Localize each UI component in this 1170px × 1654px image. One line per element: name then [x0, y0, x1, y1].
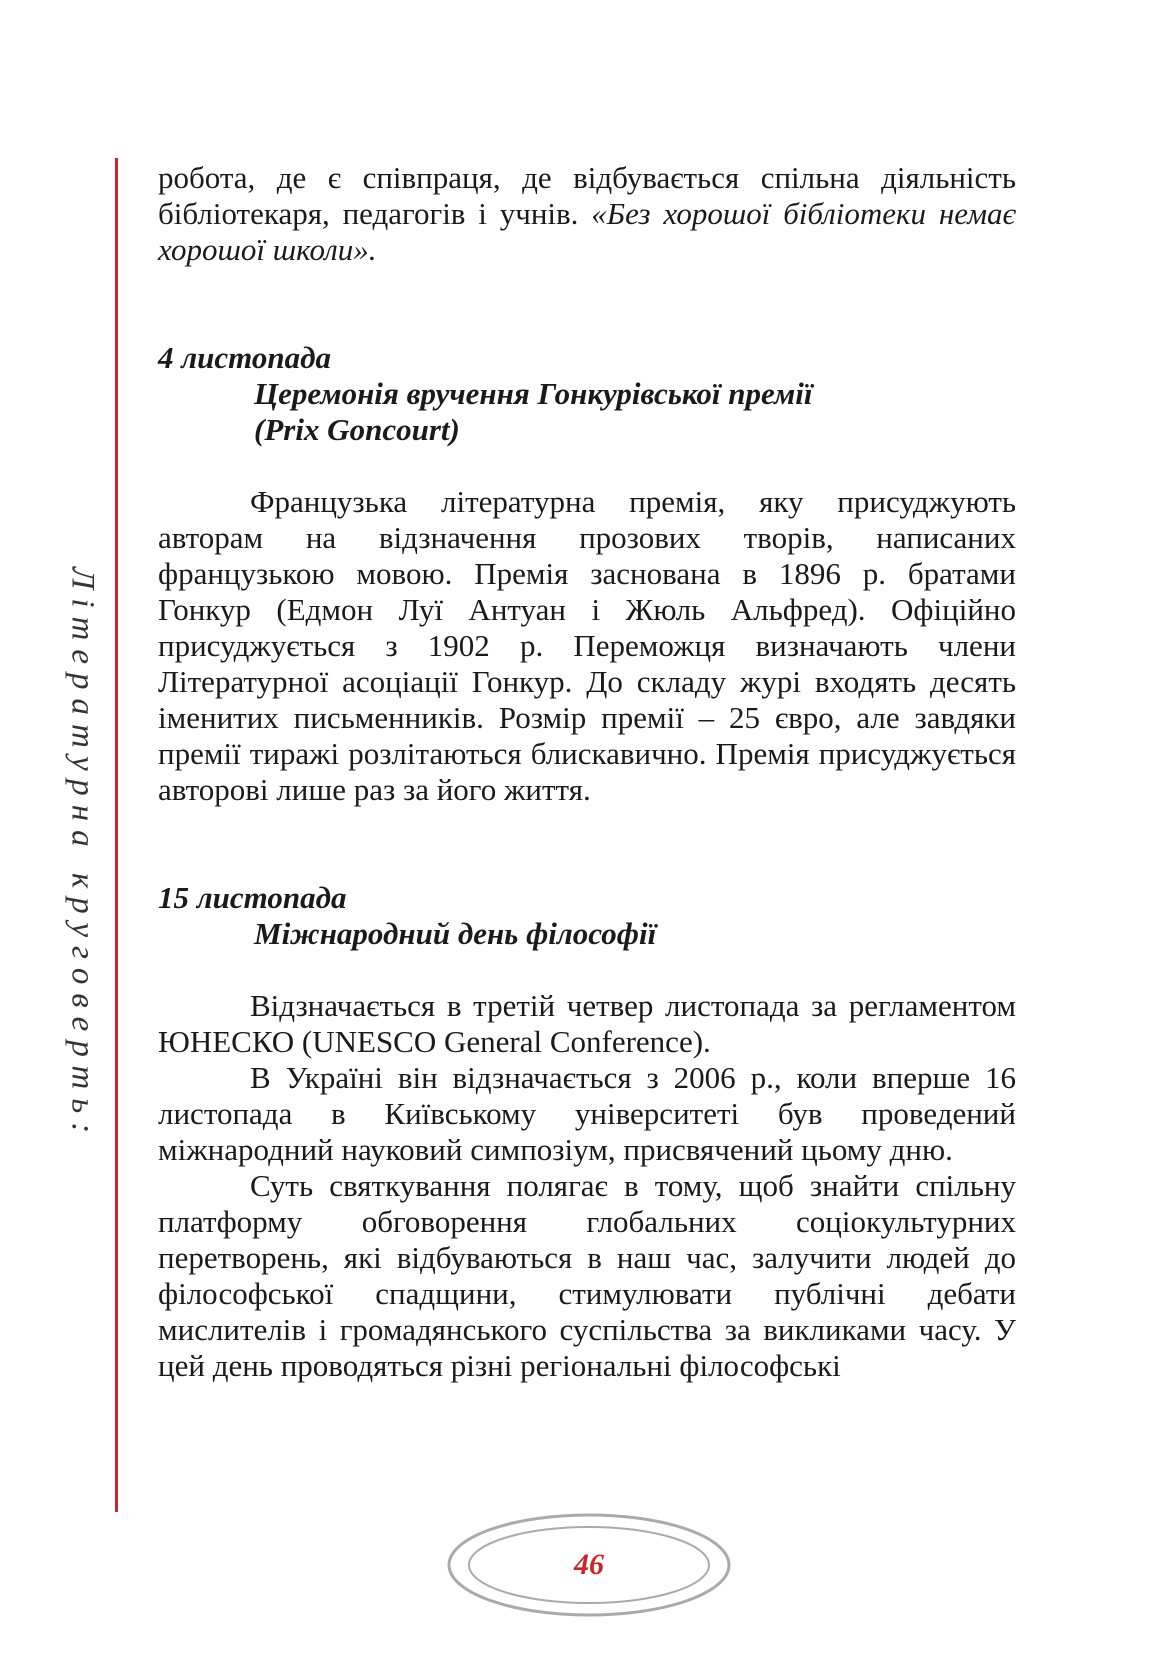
running-title-text: Літературна круговерть: — [64, 567, 101, 1143]
page-number-badge — [440, 1506, 738, 1624]
event-date: 4 листопада — [158, 340, 331, 375]
event-paragraph: В Україні він відзначається з 2006 р., коли вперше 16 листопада в Київському університеті був проведений міжнародний науковий симпозіум, присвячений цьому дню. — [158, 1060, 1016, 1167]
event-title-subtitle: (Prix Goncourt) — [254, 412, 460, 447]
running-title — [52, 560, 112, 1150]
event-title: Церемонія вручення Гонкурівської премії — [254, 376, 813, 411]
event-paragraph: Відзначається в третій четвер листопада за регламентом ЮНЕСКО (UNESCO General Conference). — [158, 988, 1016, 1059]
intro-text: робота, де є співпраця, де відбувається спільна діяльність бібліотекаря, педагогів і учнів. — [158, 160, 1016, 231]
event-date: 15 листопада — [158, 880, 347, 915]
event-paragraph: Французька літературна премія, яку присуджують авторам на відзначення прозових творів, написаних французькою мовою. Премія заснована в 1896 р. братами Гонкур (Едмон Луї Антуан і Жюль Альфред). Офіційно присуджується з 1902 р. Переможця визначають члени Літературної асоціації Гонкур. До складу журі входять десять іменитих письменників. Розмір премії – 25 євро, але завдяки премії тиражі розлітаються блискавично. Премія присуджується авторові лише раз за його життя. — [158, 484, 1016, 807]
intro-paragraph — [158, 160, 1016, 268]
intro-quote: «Без хорошої бібліотеки немає хорошої школи». — [158, 196, 1017, 267]
event-paragraph: Суть святкування полягає в тому, щоб знайти спільну платформу обговорення глобальних соціокультурних перетворень, які відбуваються в наш час, залучити людей до філософської спадщини, стимулювати публічні дебати мислителів і громадянського суспільства за викликами часу. У цей день проводяться різні регіональні філософські — [158, 1168, 1016, 1383]
page-number: 46 — [574, 1548, 604, 1581]
page-content — [158, 160, 1016, 1384]
event-title: Міжнародний день філософії — [254, 916, 657, 951]
margin-rule — [115, 158, 118, 1512]
